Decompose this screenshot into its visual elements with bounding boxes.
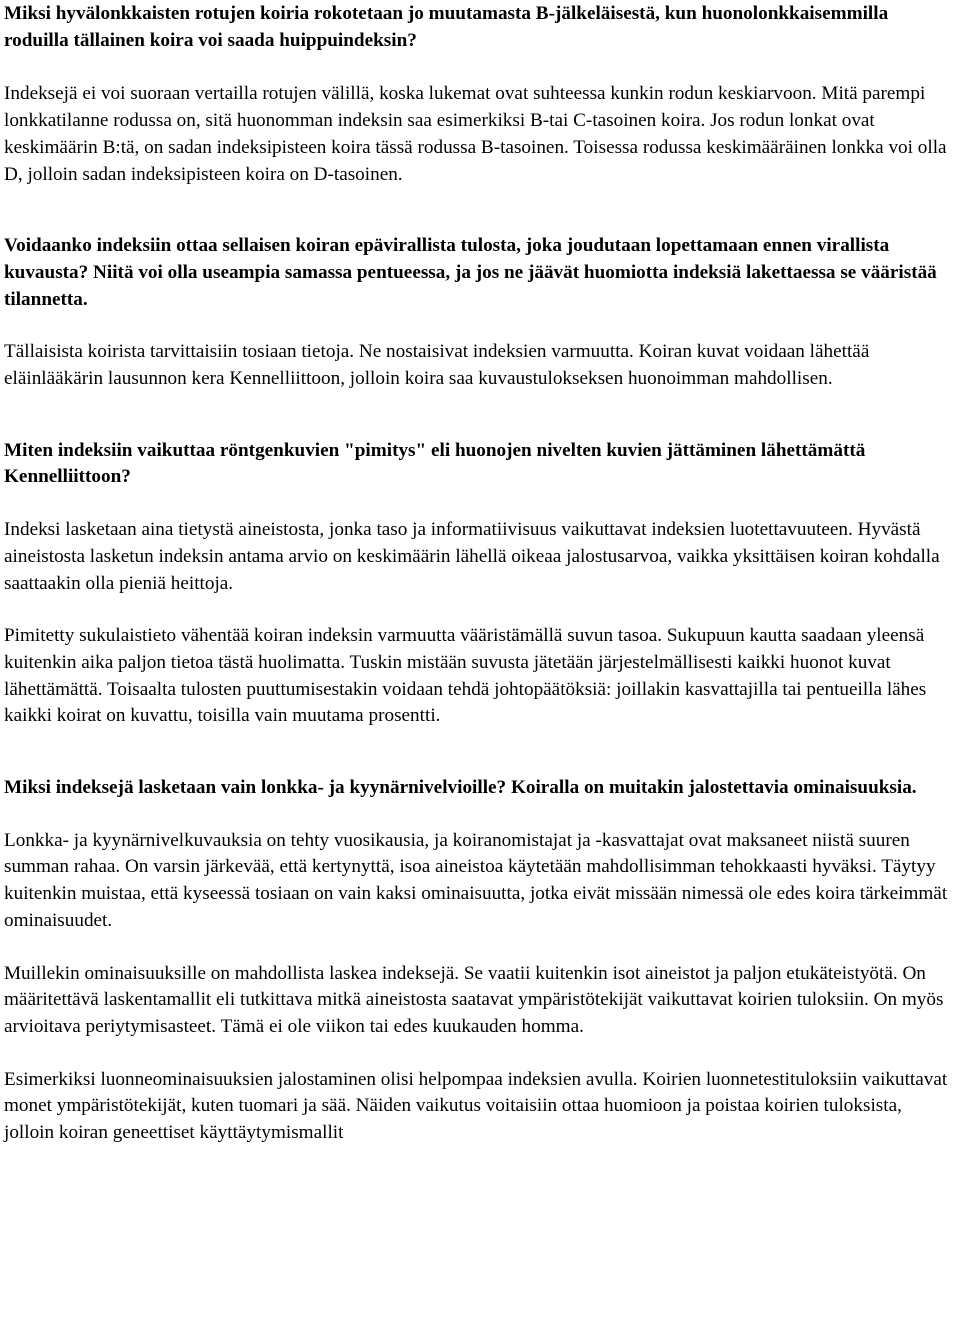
question-epavirallinen: Voidaanko indeksiin ottaa sellaisen koiran epävirallista tulosta, joka joudutaan lopettamaan ennen virallista kuvausta? Niitä voi olla useampia samassa pentueessa, ja jos ne jäävät huomiotta indeksiä lakettaessa se vääristää tilannetta.: [4, 235, 937, 310]
answer-pimitys-1: Indeksi lasketaan aina tietystä aineistosta, jonka taso ja informatiivisuus vaikuttavat indeksien luotettavuuteen. Hyvästä aineistosta lasketun indeksin antama arvio on keskimäärin lähellä oikeaa jalostusarvoa, vaikka yksittäisen koiran kohdalla saattaakin olla pieniä heittoja.: [4, 519, 940, 594]
answer-rokotus: Indeksejä ei voi suoraan vertailla rotujen välillä, koska lukemat ovat suhteessa kunkin rodun keskiarvoon. Mitä parempi lonkkatilanne rodussa on, sitä huonomman indeksin saa esimerkiksi B-tai C-tasoinen koira. Jos rodun lonkat ovat keskimäärin B:tä, on sadan indeksipisteen koira tässä rodussa B-tasoinen. Toisessa rodussa keskimääräinen lonkka voi olla D, jolloin sadan indeksipisteen koira on D-tasoinen.: [4, 83, 947, 185]
answer-ominaisuudet-2: Muillekin ominaisuuksille on mahdollista laskea indeksejä. Se vaatii kuitenkin isot aineistot ja paljon etukäteistyötä. On määritettävä laskentamallit eli tutkittava mitkä aineistosta saatavat ympäristötekijät vaikuttavat koirien tuloksiin. On myös arvioitava periytymisasteet. Tämä ei ole viikon tai edes kuukauden homma.: [4, 962, 944, 1037]
answer-epavirallinen: Tällaisista koirista tarvittaisiin tosiaan tietoja. Ne nostaisivat indeksien varmuutta. Koiran kuvat voidaan lähettää eläinlääkärin lausunnon kera Kennelliittoon, jolloin koira saa kuvaustulokseksen huonoimman mahdollisen.: [4, 341, 870, 390]
answer-ominaisuudet-1: Lonkka- ja kyynärnivelkuvauksia on tehty vuosikausia, ja koiranomistajat ja -kasvattajat ovat maksaneet niistä suuren summan rahaa. On varsin järkevää, että kertynyttä, isoa aineistoa käytetään mahdollisimman tehokkaasti hyväksi. Täytyy kuitenkin muistaa, että kyseessä tosiaan on vain kaksi ominaisuutta, jotka eivät missään nimessä ole edes koira tärkeimmät ominaisuudet.: [4, 829, 948, 931]
answer-ominaisuudet-3: Esimerkiksi luonneominaisuuksien jalostaminen olisi helpompaa indeksien avulla. Koirien luonnetestituloksiin vaikuttavat monet ympäristötekijät, kuten tuomari ja sää. Näiden vaikutus voitaisiin ottaa huomioon ja poistaa koirien tuloksista, jolloin koiran geneettiset käyttäytymismallit: [4, 1068, 948, 1144]
question-pimitys: Miten indeksiin vaikuttaa röntgenkuvien "pimitys" eli huonojen nivelten kuvien jättäminen lähettämättä Kennelliittoon?: [4, 439, 866, 488]
question-ominaisuudet: Miksi indeksejä lasketaan vain lonkka- ja kyynärnivelvioille? Koiralla on muitakin jalostettavia ominaisuuksia.: [4, 777, 917, 799]
document-page: [0, 1, 960, 1147]
question-rokotus: Miksi hyvälonkkaisten rotujen koiria rokotetaan jo muutamasta B-jälkeläisestä, kun huonolonkkaisemmilla roduilla tällainen koira voi saada huippuindeksin?: [4, 3, 889, 51]
answer-pimitys-2: Pimitetty sukulaistieto vähentää koiran indeksin varmuutta vääristämällä suvun tasoa. Sukupuun kautta saadaan yleensä kuitenkin aika paljon tietoa tästä huolimatta. Tuskin mistään suvusta jätetään järjestelmällisesti kaikki huonot kuvat lähettämättä. Toisaalta tulosten puuttumisestakin voidaan tehdä johtopäätöksiä: joillakin kasvattajilla tai pentueilla lähes kaikki koirat on kuvattu, toisilla vain muutama prosentti.: [4, 625, 927, 727]
